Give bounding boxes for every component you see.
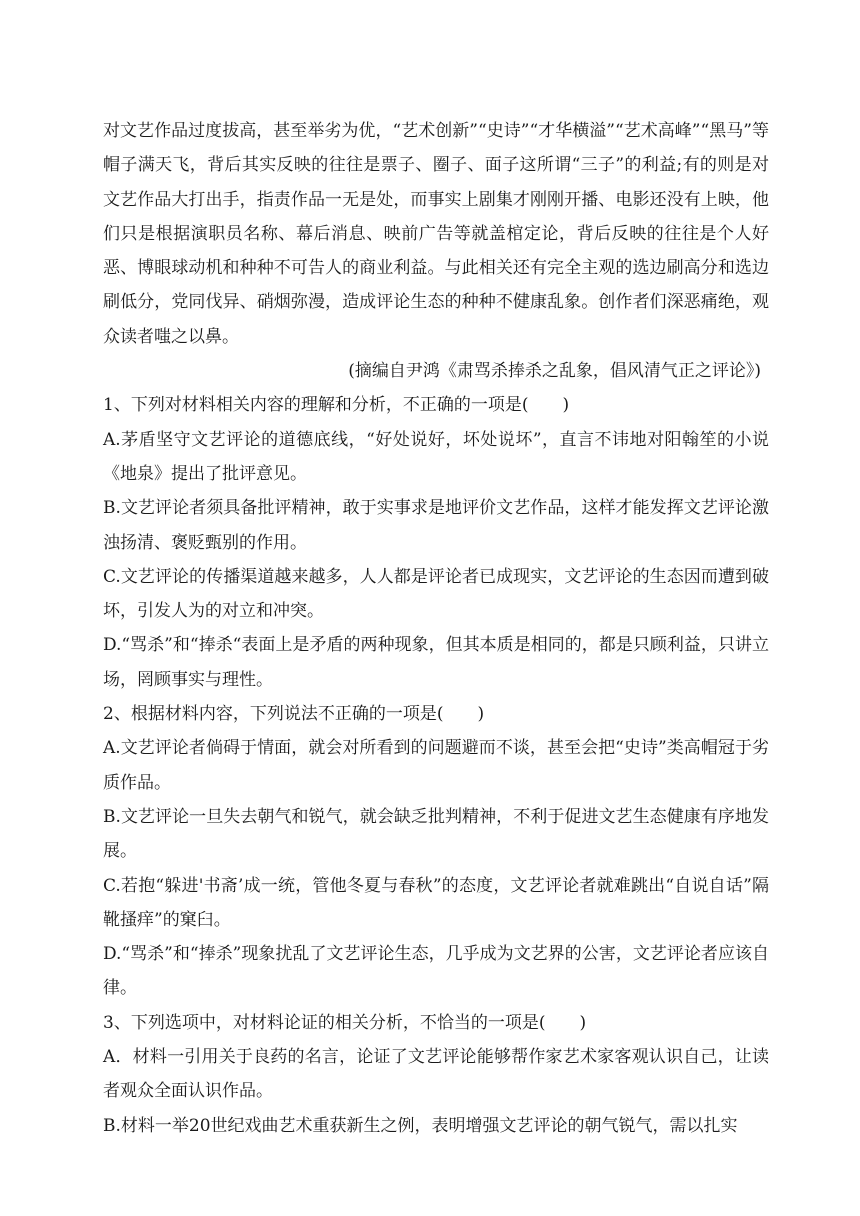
question-3-option-a: A．材料一引用关于良药的名言，论证了文艺评论能够帮作家艺术家客观认识自己，让读者观众全面认识作品。	[103, 1047, 769, 1102]
question-2-option-a: A.文艺评论者倘碍于情面，就会对所看到的问题避而不谈，甚至会把“史诗”类高帽冠于劣质作品。	[103, 738, 769, 793]
question-2-option-d: D.“骂杀”和“捧杀”现象扰乱了文艺评论生态，几乎成为文艺界的公害，文艺评论者应该自律。	[103, 944, 769, 999]
question-1-stem: 1、下列对材料相关内容的理解和分析，不正确的一项是( )	[103, 395, 570, 416]
passage-paragraph: 对文艺作品过度拔高，甚至举劣为优，“艺术创新”“史诗”“才华横溢”“艺术高峰”“黑马”等帽子满天飞，背后其实反映的往往是票子、圈子、面子这所谓“三子”的利益;有的则是对文艺作品大打出手，指责作品一无是处，而事实上剧集才刚刚开播、电影还没有上映，他们只是根据演职员名称、幕后消息、映前广告等就盖棺定论，背后反映的往往是个人好恶、博眼球动机和种种不可告人的商业利益。与此相关还有完全主观的选边刷高分和选边刷低分，党同伐异、硝烟弥漫，造成评论生态的种种不健康乱象。创作者们深恶痛绝，观众读者嗤之以鼻。	[103, 121, 769, 347]
question-3-stem: 3、下列选项中，对材料论证的相关分析，不恰当的一项是( )	[103, 1012, 587, 1033]
question-3-option-b: B.材料一举20世纪戏曲艺术重获新生之例，表明增强文艺评论的朝气锐气，需以扎实	[103, 1115, 738, 1136]
document-body	[103, 114, 769, 1143]
passage-source: (摘编自尹鸿《肃骂杀捧杀之乱象，倡风清气正之评论》)	[348, 361, 761, 382]
question-2-option-b: B.文艺评论一旦失去朝气和锐气，就会缺乏批判精神，不利于促进文艺生态健康有序地发展。	[103, 806, 769, 862]
question-1-option-d: D.“骂杀”和“捧杀“表面上是矛盾的两种现象，但其本质是相同的，都是只顾利益，只讲立场，罔顾事实与理性。	[103, 635, 769, 690]
question-1-option-c: C.文艺评论的传播渠道越来越多，人人都是评论者已成现实，文艺评论的生态因而遭到破坏，引发人为的对立和冲突。	[103, 566, 769, 622]
question-2-option-c: C.若抱“躲进'书斋’成一统，管他冬夏与春秋”的态度，文艺评论者就难跳出“自说自话”隔靴搔痒”的窠臼。	[103, 875, 769, 930]
question-1-option-b: B.文艺评论者须具备批评精神，敢于实事求是地评价文艺作品，这样才能发挥文艺评论激浊扬清、褒贬甄别的作用。	[103, 498, 769, 553]
question-2-stem: 2、根据材料内容，下列说法不正确的一项是( )	[103, 704, 485, 725]
question-1-option-a: A.茅盾坚守文艺评论的道德底线，“好处说好，坏处说坏”，直言不讳地对阳翰笙的小说《地泉》提出了批评意见。	[103, 429, 769, 484]
